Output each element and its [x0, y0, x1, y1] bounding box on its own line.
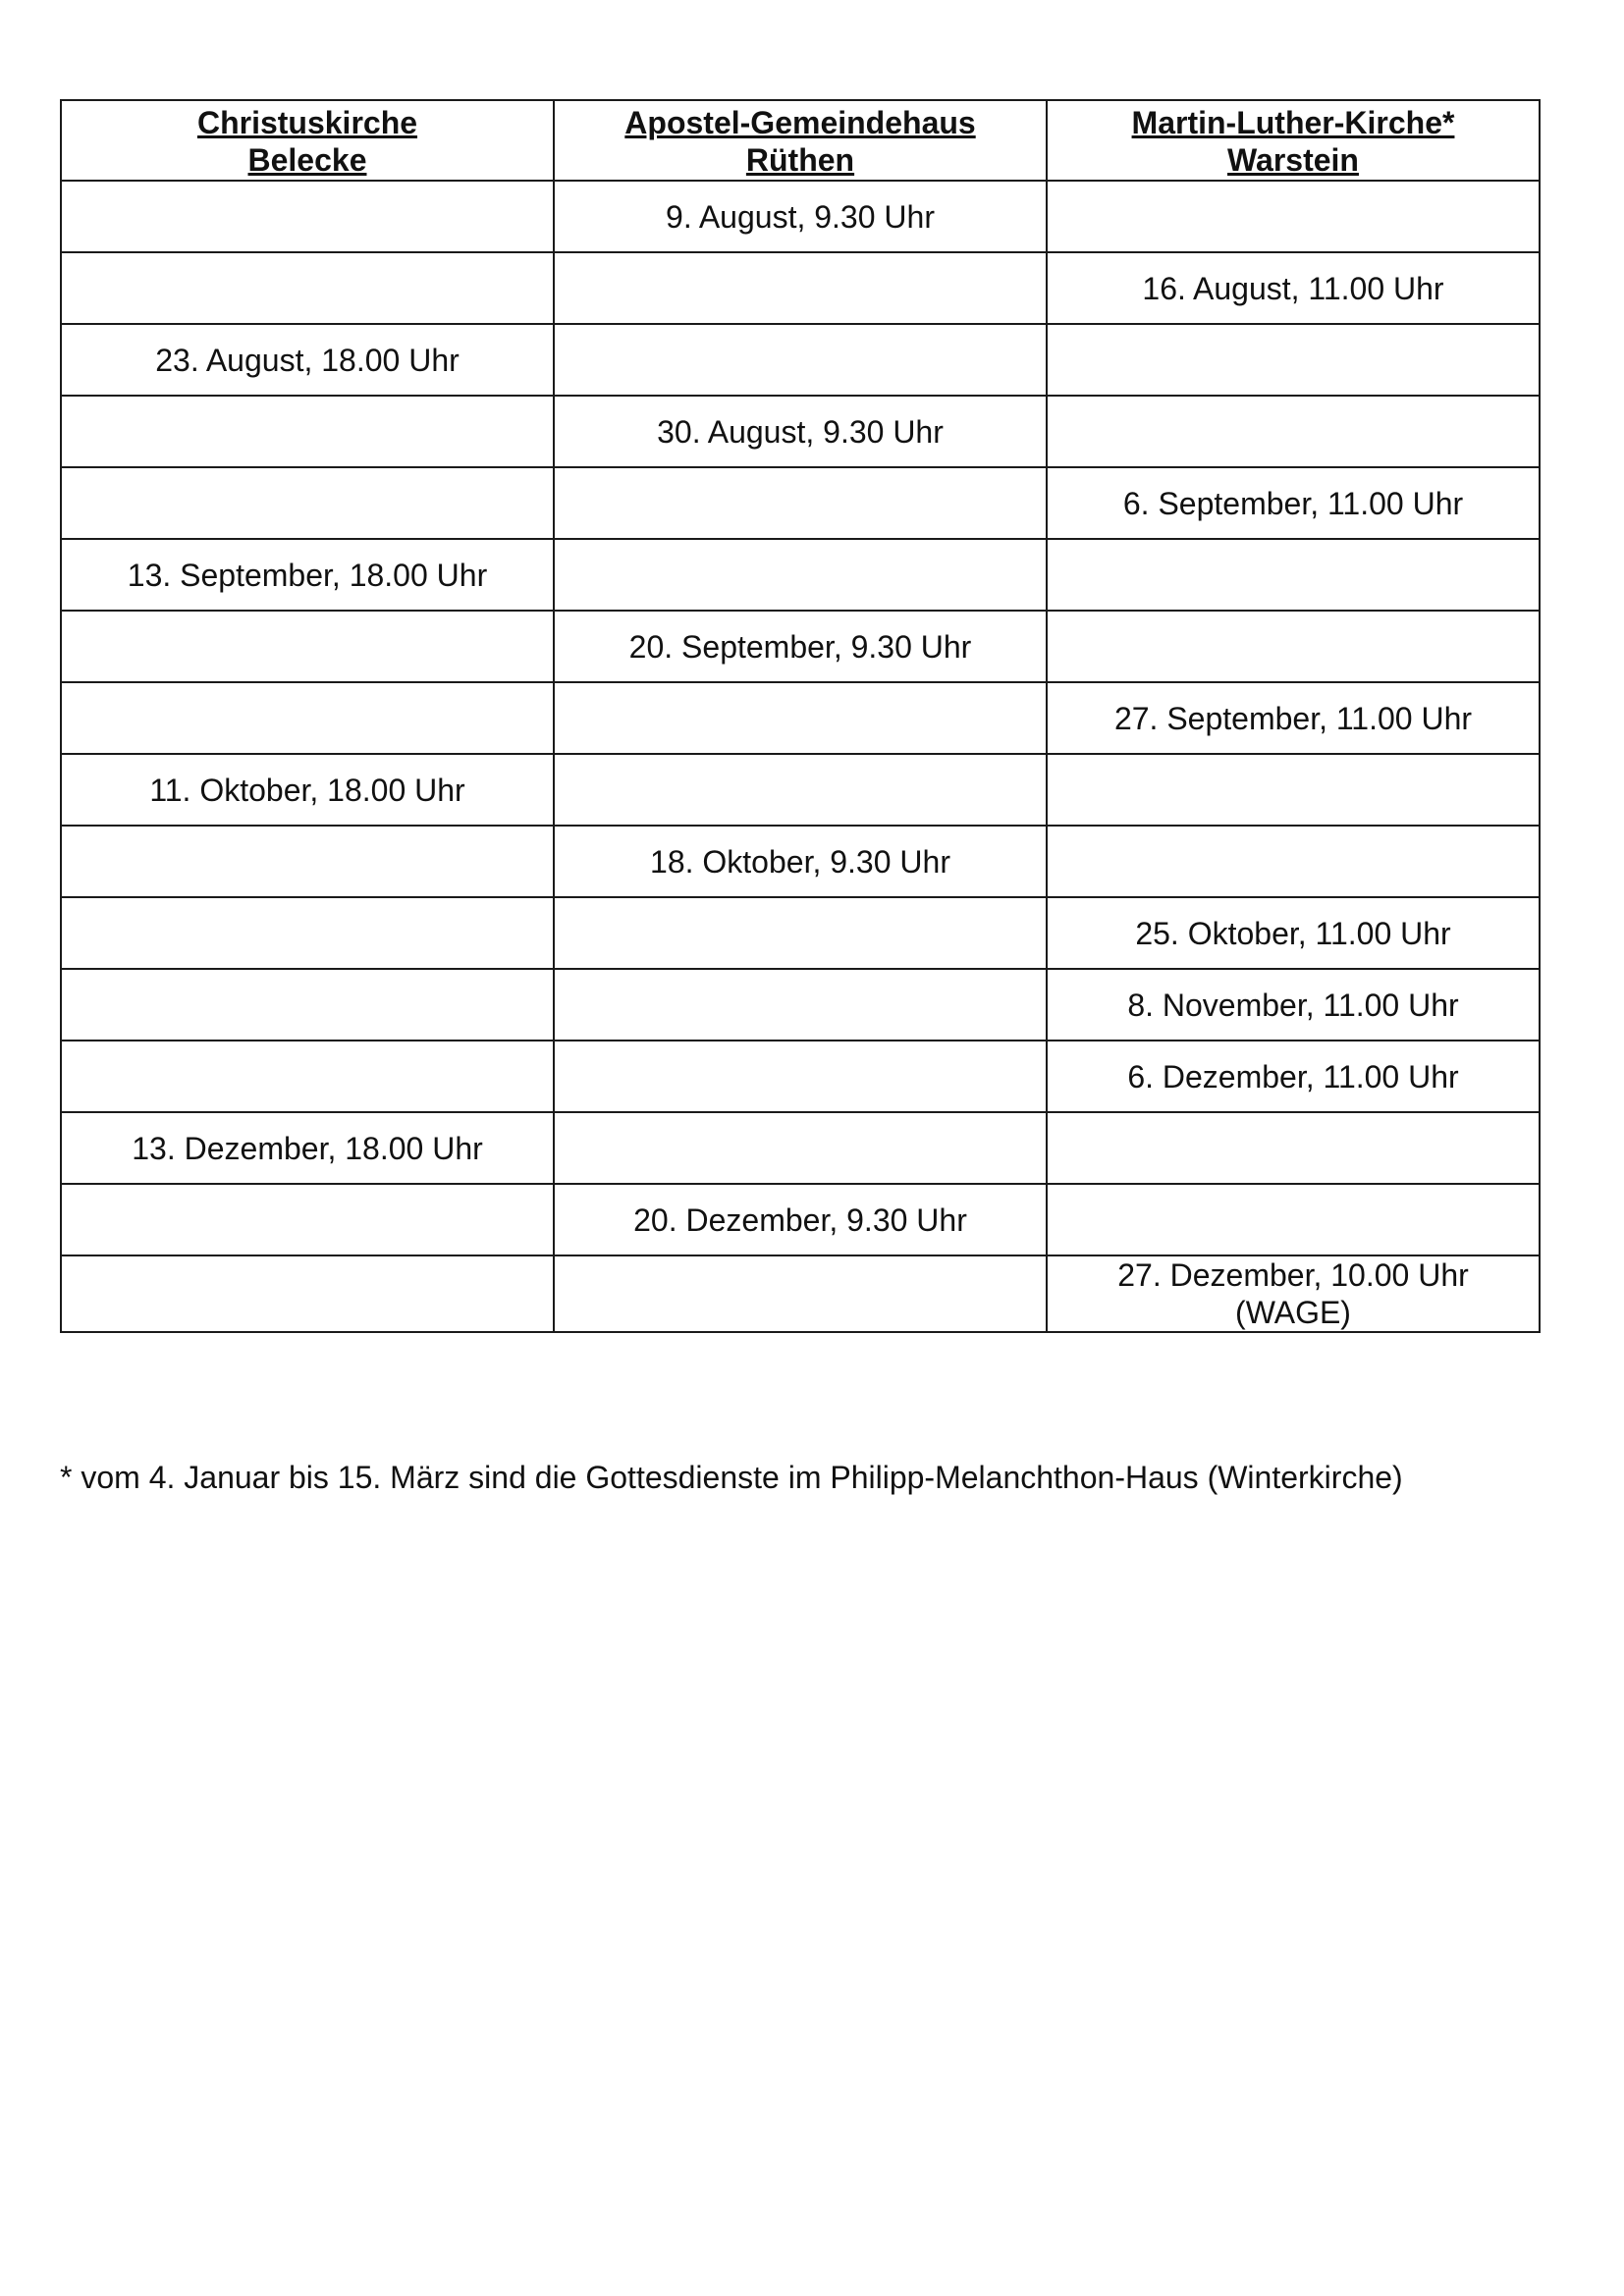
- table-row: [61, 181, 1540, 252]
- header-line: Apostel-Gemeindehaus: [624, 105, 976, 140]
- header-christuskirche-belecke: [61, 100, 554, 181]
- table-cell: [554, 1112, 1047, 1184]
- table-cell: 13. Dezember, 18.00 Uhr: [61, 1112, 554, 1184]
- table-cell: 6. Dezember, 11.00 Uhr: [1047, 1041, 1540, 1112]
- table-cell: 16. August, 11.00 Uhr: [1047, 252, 1540, 324]
- table-cell: 20. Dezember, 9.30 Uhr: [554, 1184, 1047, 1255]
- table-cell: [61, 467, 554, 539]
- cell-line: 27. Dezember, 10.00 Uhr: [1117, 1257, 1469, 1293]
- table-row: [61, 682, 1540, 754]
- table-cell: [1047, 826, 1540, 897]
- table-cell: [61, 826, 554, 897]
- table-cell: [554, 969, 1047, 1041]
- table-cell: [554, 754, 1047, 826]
- table-cell: [1047, 1255, 1540, 1332]
- table-cell: [1047, 181, 1540, 252]
- table-row: [61, 539, 1540, 611]
- table-cell: [61, 969, 554, 1041]
- table-cell: [554, 539, 1047, 611]
- cell-line: (WAGE): [1235, 1295, 1351, 1330]
- table-cell: 27. September, 11.00 Uhr: [1047, 682, 1540, 754]
- table-row: [61, 826, 1540, 897]
- table-cell: [61, 252, 554, 324]
- table-row: [61, 1184, 1540, 1255]
- table-row: [61, 252, 1540, 324]
- table-cell: [1047, 611, 1540, 682]
- table-cell: 11. Oktober, 18.00 Uhr: [61, 754, 554, 826]
- table-row: [61, 467, 1540, 539]
- table-cell: [554, 1041, 1047, 1112]
- table-cell: [554, 467, 1047, 539]
- table-cell: 25. Oktober, 11.00 Uhr: [1047, 897, 1540, 969]
- header-line: Rüthen: [745, 142, 855, 178]
- table-header-row: [61, 100, 1540, 181]
- table-row: [61, 611, 1540, 682]
- table-cell: [61, 1041, 554, 1112]
- table-cell: 18. Oktober, 9.30 Uhr: [554, 826, 1047, 897]
- table-cell: [554, 897, 1047, 969]
- table-cell: [1047, 754, 1540, 826]
- table-cell: [1047, 1112, 1540, 1184]
- table-cell: [554, 682, 1047, 754]
- table-cell: 23. August, 18.00 Uhr: [61, 324, 554, 396]
- table-cell: [1047, 324, 1540, 396]
- footnote-winterkirche: * vom 4. Januar bis 15. März sind die Gottesdienste im Philipp-Melanchthon-Haus (Winterkirche): [60, 1460, 1403, 1495]
- table-cell: [61, 611, 554, 682]
- table-cell: [1047, 1184, 1540, 1255]
- service-schedule-table: [60, 99, 1541, 1333]
- header-line: Warstein: [1227, 142, 1359, 178]
- header-line: Martin-Luther-Kirche*: [1131, 105, 1455, 140]
- table-row: [61, 1041, 1540, 1112]
- table-cell: [1047, 396, 1540, 467]
- table-cell: [61, 1184, 554, 1255]
- table-cell: 9. August, 9.30 Uhr: [554, 181, 1047, 252]
- table-row: [61, 754, 1540, 826]
- table-cell: 30. August, 9.30 Uhr: [554, 396, 1047, 467]
- table-cell: [554, 1255, 1047, 1332]
- table-cell: [61, 682, 554, 754]
- table-cell: 13. September, 18.00 Uhr: [61, 539, 554, 611]
- table-row: [61, 1255, 1540, 1332]
- table-cell: [554, 252, 1047, 324]
- table-cell: 20. September, 9.30 Uhr: [554, 611, 1047, 682]
- table-cell: [61, 897, 554, 969]
- header-martin-luther-kirche-warstein: [1047, 100, 1540, 181]
- table-cell: [1047, 539, 1540, 611]
- table-cell: 6. September, 11.00 Uhr: [1047, 467, 1540, 539]
- table-cell: [61, 181, 554, 252]
- table-cell: [61, 396, 554, 467]
- table-row: [61, 1112, 1540, 1184]
- table-cell: [554, 324, 1047, 396]
- table-row: [61, 324, 1540, 396]
- table-cell: 8. November, 11.00 Uhr: [1047, 969, 1540, 1041]
- header-line: Belecke: [247, 142, 367, 178]
- table-row: [61, 396, 1540, 467]
- table-cell: [61, 1255, 554, 1332]
- table-row: [61, 897, 1540, 969]
- table-row: [61, 969, 1540, 1041]
- header-apostel-gemeindehaus-ruethen: [554, 100, 1047, 181]
- header-line: Christuskirche: [196, 105, 418, 140]
